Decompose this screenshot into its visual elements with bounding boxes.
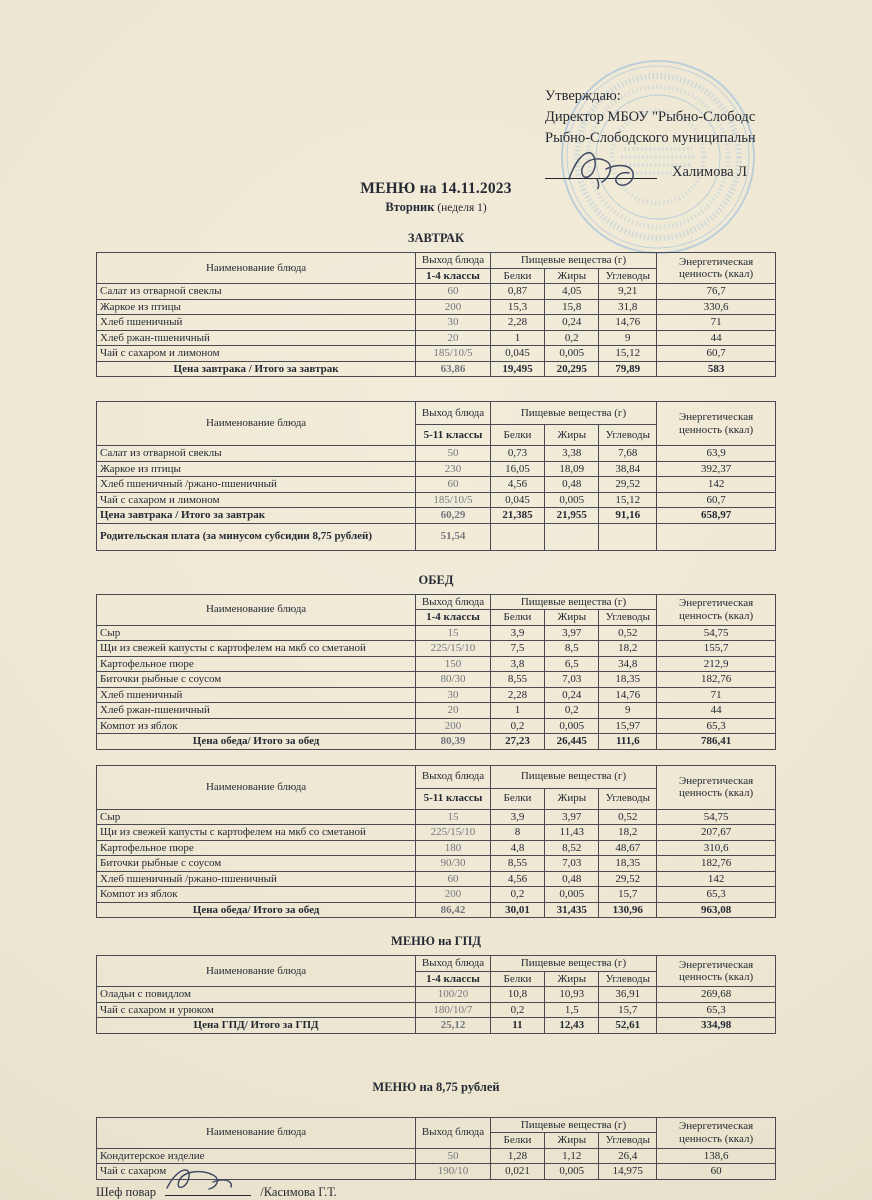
portion-cell: 15	[416, 809, 491, 825]
table-row	[97, 703, 776, 719]
portion-cell: 60	[416, 477, 491, 493]
carbs-column-header: Углеводы	[599, 971, 657, 987]
approval-line-2: Директор МБОУ "Рыбно-Слободс	[545, 109, 756, 125]
section-title: ЗАВТРАК	[407, 231, 465, 245]
value-cell: 0,2	[490, 887, 544, 903]
table-row	[97, 461, 776, 477]
dish-cell: Цена обеда/ Итого за обед	[97, 734, 416, 750]
classes-label: 1-4 классы	[416, 971, 491, 987]
nutrients-column-header: Пищевые вещества (г)	[490, 253, 656, 269]
value-cell: 3,97	[545, 625, 599, 641]
value-cell: 0,045	[490, 346, 544, 362]
dish-cell: Чай с сахаром	[97, 1164, 416, 1180]
out-column-header: Выход блюда	[416, 253, 491, 269]
director-signature-icon	[559, 139, 679, 189]
fat-column-header: Жиры	[545, 1133, 599, 1149]
portion-cell: 86,42	[416, 902, 491, 918]
portion-cell: 51,54	[416, 523, 491, 550]
value-cell: 44	[657, 330, 776, 346]
chef-signature-icon	[159, 1160, 255, 1200]
value-cell: 15,3	[490, 299, 544, 315]
dish-cell: Салат из отварной свеклы	[97, 446, 416, 462]
value-cell: 65,3	[657, 887, 776, 903]
value-cell: 658,97	[657, 508, 776, 524]
dish-cell: Чай с сахаром и урюком	[97, 1002, 416, 1018]
value-cell: 18,35	[599, 672, 657, 688]
dish-column-header: Наименование блюда	[97, 956, 416, 987]
out-column-header: Выход блюда	[416, 765, 491, 788]
value-cell: 60,7	[657, 492, 776, 508]
value-cell: 12,43	[545, 1018, 599, 1034]
value-cell: 18,35	[599, 856, 657, 872]
dish-cell: Чай с сахаром и лимоном	[97, 492, 416, 508]
value-cell: 2,28	[490, 687, 544, 703]
table-row	[97, 809, 776, 825]
value-cell: 0,005	[545, 346, 599, 362]
table-row	[97, 361, 776, 377]
table-row	[97, 687, 776, 703]
dish-column-header: Наименование блюда	[97, 402, 416, 446]
table-row	[97, 330, 776, 346]
protein-column-header: Белки	[490, 1133, 544, 1149]
portion-cell: 50	[416, 446, 491, 462]
value-cell: 20,295	[545, 361, 599, 377]
table-row	[97, 508, 776, 524]
energy-column-header: Энергетическая ценность (ккал)	[657, 253, 776, 284]
portion-cell: 20	[416, 703, 491, 719]
menu-section	[0, 1080, 872, 1180]
value-cell: 60	[657, 1164, 776, 1180]
value-cell: 8,52	[545, 840, 599, 856]
section-title: ОБЕД	[418, 572, 454, 587]
value-cell: 8,55	[490, 856, 544, 872]
value-cell: 155,7	[657, 641, 776, 657]
dish-cell: Щи из свежей капусты с картофелем на мкб со сметаной	[97, 641, 416, 657]
value-cell: 2,28	[490, 315, 544, 331]
table-row	[97, 346, 776, 362]
value-cell: 269,68	[657, 987, 776, 1003]
menu-section	[0, 934, 872, 1034]
value-cell: 0,87	[490, 284, 544, 300]
value-cell	[657, 523, 776, 550]
director-name: Халимова Л	[672, 164, 748, 180]
value-cell: 4,56	[490, 871, 544, 887]
portion-cell: 185/10/5	[416, 346, 491, 362]
value-cell: 3,38	[545, 446, 599, 462]
nutrients-column-header: Пищевые вещества (г)	[490, 765, 656, 788]
value-cell: 182,76	[657, 856, 776, 872]
value-cell: 18,2	[599, 825, 657, 841]
value-cell: 10,93	[545, 987, 599, 1003]
dish-cell: Оладьи с повидлом	[97, 987, 416, 1003]
value-cell: 1,28	[490, 1148, 544, 1164]
table-row	[97, 987, 776, 1003]
portion-cell: 63,86	[416, 361, 491, 377]
value-cell: 36,91	[599, 987, 657, 1003]
value-cell: 3,9	[490, 809, 544, 825]
value-cell: 21,385	[490, 508, 544, 524]
table-row	[97, 446, 776, 462]
table-row	[97, 1002, 776, 1018]
value-cell: 6,5	[545, 656, 599, 672]
dish-cell: Картофельное пюре	[97, 840, 416, 856]
dish-cell: Биточки рыбные с соусом	[97, 672, 416, 688]
dish-cell: Цена обеда/ Итого за обед	[97, 902, 416, 918]
value-cell: 207,67	[657, 825, 776, 841]
value-cell: 330,6	[657, 299, 776, 315]
value-cell: 65,3	[657, 718, 776, 734]
value-cell: 34,8	[599, 656, 657, 672]
chef-label: Шеф повар	[96, 1184, 157, 1199]
portion-cell: 185/10/5	[416, 492, 491, 508]
value-cell: 19,495	[490, 361, 544, 377]
value-cell: 91,16	[599, 508, 657, 524]
dish-cell: Щи из свежей капусты с картофелем на мкб со сметаной	[97, 825, 416, 841]
portion-cell: 180	[416, 840, 491, 856]
value-cell: 4,56	[490, 477, 544, 493]
portion-cell: 150	[416, 656, 491, 672]
value-cell: 27,23	[490, 734, 544, 750]
value-cell: 9	[599, 703, 657, 719]
value-cell: 21,955	[545, 508, 599, 524]
value-cell: 15,7	[599, 887, 657, 903]
chef-name: /Касимова Г.Т.	[260, 1184, 337, 1199]
value-cell: 0,24	[545, 315, 599, 331]
menu-title: МЕНЮ на 14.11.2023	[360, 180, 512, 197]
dish-cell: Хлеб пшеничный	[97, 687, 416, 703]
protein-column-header: Белки	[490, 425, 544, 446]
value-cell: 130,96	[599, 902, 657, 918]
table-row	[97, 840, 776, 856]
dish-cell: Компот из яблок	[97, 887, 416, 903]
value-cell: 7,5	[490, 641, 544, 657]
value-cell: 4,8	[490, 840, 544, 856]
section-title: МЕНЮ на ГПД	[391, 934, 481, 948]
value-cell: 0,24	[545, 687, 599, 703]
value-cell: 0,73	[490, 446, 544, 462]
value-cell: 44	[657, 703, 776, 719]
portion-cell: 30	[416, 315, 491, 331]
value-cell: 54,75	[657, 809, 776, 825]
value-cell: 392,37	[657, 461, 776, 477]
value-cell: 7,68	[599, 446, 657, 462]
value-cell: 15,12	[599, 492, 657, 508]
dish-cell: Хлеб пшеничный /ржано-пшеничный	[97, 477, 416, 493]
value-cell: 786,41	[657, 734, 776, 750]
table-row	[97, 656, 776, 672]
value-cell: 79,89	[599, 361, 657, 377]
table-row	[97, 1018, 776, 1034]
out-column-header: Выход блюда	[416, 594, 491, 610]
table-row	[97, 734, 776, 750]
dish-column-header: Наименование блюда	[97, 594, 416, 625]
value-cell: 0,52	[599, 625, 657, 641]
value-cell: 54,75	[657, 625, 776, 641]
portion-cell: 60	[416, 284, 491, 300]
value-cell: 18,09	[545, 461, 599, 477]
portion-cell: 50	[416, 1148, 491, 1164]
value-cell: 142	[657, 477, 776, 493]
value-cell: 15,97	[599, 718, 657, 734]
value-cell: 8	[490, 825, 544, 841]
chef-signature-line	[165, 1184, 251, 1196]
dish-cell: Хлеб пшеничный	[97, 315, 416, 331]
value-cell: 1	[490, 703, 544, 719]
value-cell: 15,8	[545, 299, 599, 315]
value-cell: 0,2	[490, 1002, 544, 1018]
table-row	[97, 672, 776, 688]
value-cell	[599, 523, 657, 550]
value-cell: 76,7	[657, 284, 776, 300]
dish-cell: Жаркое из птицы	[97, 299, 416, 315]
value-cell: 31,8	[599, 299, 657, 315]
dish-cell: Сыр	[97, 625, 416, 641]
portion-cell: 20	[416, 330, 491, 346]
carbs-column-header: Углеводы	[599, 425, 657, 446]
dish-cell: Хлеб ржан-пшеничный	[97, 330, 416, 346]
portion-cell: 180/10/7	[416, 1002, 491, 1018]
value-cell: 310,6	[657, 840, 776, 856]
value-cell: 26,445	[545, 734, 599, 750]
energy-column-header: Энергетическая ценность (ккал)	[657, 765, 776, 809]
dish-cell: Картофельное пюре	[97, 656, 416, 672]
nutrients-column-header: Пищевые вещества (г)	[490, 1117, 656, 1133]
portion-cell: 230	[416, 461, 491, 477]
value-cell: 3,8	[490, 656, 544, 672]
dish-cell: Кондитерское изделие	[97, 1148, 416, 1164]
section-title: МЕНЮ на 8,75 рублей	[372, 1079, 500, 1094]
value-cell: 1	[490, 330, 544, 346]
dish-cell: Цена завтрака / Итого за завтрак	[97, 361, 416, 377]
table-row	[97, 625, 776, 641]
value-cell: 38,84	[599, 461, 657, 477]
table-row	[97, 315, 776, 331]
out-column-header: Выход блюда	[416, 402, 491, 425]
nutrients-column-header: Пищевые вещества (г)	[490, 956, 656, 972]
value-cell: 14,76	[599, 315, 657, 331]
value-cell: 334,98	[657, 1018, 776, 1034]
nutrients-column-header: Пищевые вещества (г)	[490, 402, 656, 425]
dish-cell: Салат из отварной свеклы	[97, 284, 416, 300]
dish-column-header: Наименование блюда	[97, 1117, 416, 1148]
value-cell: 1,12	[545, 1148, 599, 1164]
protein-column-header: Белки	[490, 610, 544, 626]
carbs-column-header: Углеводы	[599, 610, 657, 626]
value-cell: 583	[657, 361, 776, 377]
nutrients-column-header: Пищевые вещества (г)	[490, 594, 656, 610]
director-signature-row	[545, 157, 872, 189]
menu-table	[96, 401, 776, 551]
value-cell: 60,7	[657, 346, 776, 362]
menu-table	[96, 955, 776, 1034]
protein-column-header: Белки	[490, 971, 544, 987]
portion-cell: 190/10	[416, 1164, 491, 1180]
value-cell: 4,05	[545, 284, 599, 300]
value-cell: 8,55	[490, 672, 544, 688]
value-cell	[545, 523, 599, 550]
dish-cell: Жаркое из птицы	[97, 461, 416, 477]
value-cell: 0,52	[599, 809, 657, 825]
value-cell: 3,9	[490, 625, 544, 641]
dish-column-header: Наименование блюда	[97, 765, 416, 809]
classes-label: 1-4 классы	[416, 268, 491, 284]
value-cell: 9,21	[599, 284, 657, 300]
table-row	[97, 641, 776, 657]
dish-cell: Родительская плата (за минусом субсидии 8,75 рублей)	[97, 523, 416, 550]
classes-label: 5-11 классы	[416, 788, 491, 809]
protein-column-header: Белки	[490, 268, 544, 284]
value-cell: 63,9	[657, 446, 776, 462]
menu-table	[96, 765, 776, 919]
value-cell: 26,4	[599, 1148, 657, 1164]
menu-table	[96, 252, 776, 377]
value-cell: 11	[490, 1018, 544, 1034]
value-cell: 31,435	[545, 902, 599, 918]
portion-cell: 200	[416, 887, 491, 903]
value-cell: 9	[599, 330, 657, 346]
value-cell: 212,9	[657, 656, 776, 672]
fat-column-header: Жиры	[545, 971, 599, 987]
portion-cell: 60,29	[416, 508, 491, 524]
protein-column-header: Белки	[490, 788, 544, 809]
value-cell: 71	[657, 687, 776, 703]
value-cell: 15,12	[599, 346, 657, 362]
energy-column-header: Энергетическая ценность (ккал)	[657, 1117, 776, 1148]
dish-cell: Хлеб пшеничный /ржано-пшеничный	[97, 871, 416, 887]
fat-column-header: Жиры	[545, 610, 599, 626]
portion-cell: 15	[416, 625, 491, 641]
portion-cell: 225/15/10	[416, 825, 491, 841]
value-cell: 0,005	[545, 887, 599, 903]
portion-cell: 60	[416, 871, 491, 887]
table-row	[97, 887, 776, 903]
menu-sections	[0, 231, 872, 1180]
fat-column-header: Жиры	[545, 788, 599, 809]
portion-cell: 90/30	[416, 856, 491, 872]
dish-cell: Цена ГПД/ Итого за ГПД	[97, 1018, 416, 1034]
portion-cell: 80/30	[416, 672, 491, 688]
fat-column-header: Жиры	[545, 425, 599, 446]
value-cell: 52,61	[599, 1018, 657, 1034]
value-cell: 16,05	[490, 461, 544, 477]
menu-section	[0, 231, 872, 551]
carbs-column-header: Углеводы	[599, 1133, 657, 1149]
value-cell: 65,3	[657, 1002, 776, 1018]
table-row	[97, 856, 776, 872]
value-cell: 182,76	[657, 672, 776, 688]
energy-column-header: Энергетическая ценность (ккал)	[657, 956, 776, 987]
value-cell: 1,5	[545, 1002, 599, 1018]
portion-cell: 200	[416, 299, 491, 315]
value-cell: 0,48	[545, 477, 599, 493]
value-cell: 0,045	[490, 492, 544, 508]
table-row	[97, 902, 776, 918]
value-cell: 71	[657, 315, 776, 331]
classes-label: 1-4 классы	[416, 610, 491, 626]
portion-cell: 80,39	[416, 734, 491, 750]
week-label: (неделя 1)	[437, 202, 487, 214]
table-row	[97, 284, 776, 300]
table-row	[97, 492, 776, 508]
value-cell: 15,7	[599, 1002, 657, 1018]
value-cell: 14,975	[599, 1164, 657, 1180]
table-row	[97, 299, 776, 315]
fat-column-header: Жиры	[545, 268, 599, 284]
classes-label: 5-11 классы	[416, 425, 491, 446]
menu-section	[0, 573, 872, 919]
table-row	[97, 825, 776, 841]
value-cell: 111,6	[599, 734, 657, 750]
value-cell: 30,01	[490, 902, 544, 918]
table-row	[97, 718, 776, 734]
energy-column-header: Энергетическая ценность (ккал)	[657, 594, 776, 625]
out-column-header: Выход блюда	[416, 1117, 491, 1148]
table-row	[97, 523, 776, 550]
value-cell: 8,5	[545, 641, 599, 657]
value-cell: 11,43	[545, 825, 599, 841]
weekday-label: Вторник	[385, 200, 435, 214]
portion-cell: 225/15/10	[416, 641, 491, 657]
dish-cell: Чай с сахаром и лимоном	[97, 346, 416, 362]
energy-column-header: Энергетическая ценность (ккал)	[657, 402, 776, 446]
value-cell: 3,97	[545, 809, 599, 825]
portion-cell: 100/20	[416, 987, 491, 1003]
portion-cell: 200	[416, 718, 491, 734]
value-cell: 0,005	[545, 1164, 599, 1180]
value-cell: 0,2	[545, 330, 599, 346]
menu-table	[96, 594, 776, 750]
value-cell: 10,8	[490, 987, 544, 1003]
value-cell: 0,021	[490, 1164, 544, 1180]
value-cell: 963,08	[657, 902, 776, 918]
table-row	[97, 477, 776, 493]
value-cell: 0,2	[490, 718, 544, 734]
approval-line-3: Рыбно-Слободского муниципальн	[545, 130, 756, 146]
value-cell: 0,005	[545, 718, 599, 734]
value-cell: 0,2	[545, 703, 599, 719]
value-cell: 0,005	[545, 492, 599, 508]
dish-column-header: Наименование блюда	[97, 253, 416, 284]
menu-subtitle	[0, 200, 872, 215]
dish-cell: Сыр	[97, 809, 416, 825]
value-cell: 48,67	[599, 840, 657, 856]
dish-cell: Биточки рыбные с соусом	[97, 856, 416, 872]
chef-signature-block	[96, 1184, 872, 1200]
value-cell	[490, 523, 544, 550]
dish-cell: Хлеб ржан-пшеничный	[97, 703, 416, 719]
value-cell: 14,76	[599, 687, 657, 703]
dish-cell: Компот из яблок	[97, 718, 416, 734]
value-cell: 18,2	[599, 641, 657, 657]
table-row	[97, 871, 776, 887]
value-cell: 7,03	[545, 856, 599, 872]
value-cell: 142	[657, 871, 776, 887]
value-cell: 29,52	[599, 871, 657, 887]
portion-cell: 30	[416, 687, 491, 703]
value-cell: 0,48	[545, 871, 599, 887]
carbs-column-header: Углеводы	[599, 268, 657, 284]
carbs-column-header: Углеводы	[599, 788, 657, 809]
approval-block	[545, 86, 872, 189]
out-column-header: Выход блюда	[416, 956, 491, 972]
approval-line-1: Утверждаю:	[545, 88, 621, 104]
value-cell: 138,6	[657, 1148, 776, 1164]
value-cell: 7,03	[545, 672, 599, 688]
portion-cell: 25,12	[416, 1018, 491, 1034]
value-cell: 29,52	[599, 477, 657, 493]
dish-cell: Цена завтрака / Итого за завтрак	[97, 508, 416, 524]
